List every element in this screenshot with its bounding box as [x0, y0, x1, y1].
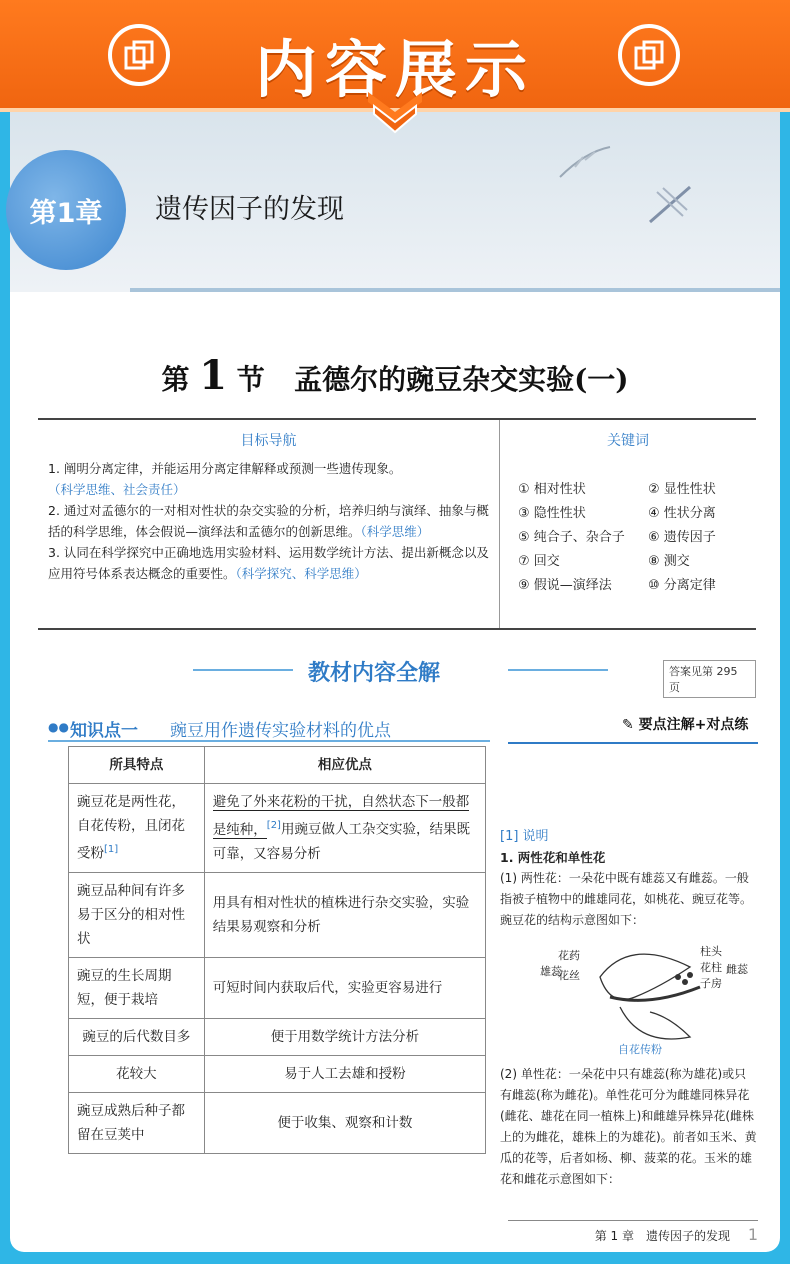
table-row — [69, 872, 486, 957]
keyword: ④ 性状分离 — [648, 506, 716, 521]
diagram-label: 子房 — [700, 977, 722, 990]
table-row — [69, 1055, 486, 1092]
pea-flower-diagram — [540, 937, 748, 1057]
goal-box — [38, 418, 756, 630]
goals-panel — [38, 420, 500, 628]
table-cell: 便于收集、观察和计数 — [204, 1092, 485, 1153]
banner-title: 内容展示 — [254, 33, 535, 106]
chapter-band — [10, 112, 780, 292]
diagram-label: 花丝 — [558, 969, 580, 982]
table-cell: 豌豆成熟后种子都留在豆荚中 — [69, 1092, 205, 1153]
table-cell: 豌豆的生长周期短，便于栽培 — [69, 957, 205, 1018]
feather-icon — [555, 142, 615, 182]
table-cell: 易于人工去雄和授粉 — [204, 1055, 485, 1092]
keyword: ⑥ 遗传因子 — [648, 530, 716, 545]
keyword: ① 相对性状 — [518, 482, 586, 497]
knowledge-point-label: 知识点一 — [70, 721, 138, 741]
diagram-label: 雌蕊 — [726, 963, 748, 976]
table-header: 相应优点 — [204, 747, 485, 784]
table-header-row — [69, 747, 486, 784]
keyword: ⑨ 假说—演绎法 — [518, 578, 612, 593]
knowledge-point-topic: 豌豆用作遗传实验材料的优点 — [170, 721, 391, 741]
content-heading — [38, 652, 756, 694]
pen-icon: ✎ — [622, 717, 634, 733]
side-notes — [500, 826, 758, 1190]
table-header: 所具特点 — [69, 747, 205, 784]
table-cell: 便于用数学统计方法分析 — [204, 1018, 485, 1055]
table-cell: 避免了外来花粉的干扰，自然状态下一般都是纯种，[2]用豌豆做人工杂交实验，结果既可靠，又容易分析 — [204, 784, 485, 873]
goals-heading: 目标导航 — [240, 433, 297, 449]
features-table — [68, 746, 486, 1154]
section-title — [10, 352, 780, 399]
copy-icon — [618, 24, 680, 86]
keyword: ⑦ 回交 — [518, 554, 560, 569]
section-suffix: 节 — [236, 363, 265, 396]
water-drops-icon: ●● — [48, 720, 69, 734]
table-row — [69, 1018, 486, 1055]
table-cell: 豌豆花是两性花，自花传粉，且闭花受粉[1] — [69, 784, 205, 873]
chevron-down-icon — [368, 92, 422, 138]
list-item: 3. 认同在科学探究中正确地选用实验材料、运用数学统计方法、提出新概念以及应用符号体系表达概念的重要性。（科学探究、科学思维） — [48, 545, 489, 581]
footer-chapter: 第 1 章 遗传因子的发现 — [594, 1229, 730, 1243]
divider — [508, 669, 608, 671]
note-tag: [1] 说明 — [500, 829, 549, 844]
keywords-grid — [518, 478, 756, 593]
table-cell: 花较大 — [69, 1055, 205, 1092]
list-item: 2. 通过对孟德尔的一对相对性状的杂交实验的分析，培养归纳与演绎、抽象与概括的科学思维，体会假说—演绎法和孟德尔的创新思维。（科学思维） — [48, 503, 489, 539]
diagram-label: 花柱 — [700, 961, 722, 974]
section-prefix: 第 — [161, 363, 190, 396]
knowledge-point-heading — [48, 714, 490, 742]
divider — [508, 742, 758, 744]
chapter-title: 遗传因子的发现 — [155, 194, 344, 225]
table-cell: 豌豆品种间有许多易于区分的相对性状 — [69, 872, 205, 957]
table-row — [69, 957, 486, 1018]
table-row — [69, 784, 486, 873]
table-cell: 用具有相对性状的植株进行杂交实验，实验结果易观察和分析 — [204, 872, 485, 957]
page-number: 1 — [747, 1225, 758, 1244]
divider — [193, 669, 293, 671]
divider — [130, 288, 780, 292]
table-row — [69, 1092, 486, 1153]
diagram-label: 雄蕊 — [540, 965, 562, 978]
goals-list — [48, 458, 489, 584]
diagram-label: 柱头 — [700, 945, 722, 958]
page-footer — [508, 1220, 758, 1244]
keyword: ② 显性性状 — [648, 482, 716, 497]
notes-heading: ✎ 要点注解+对点练 — [622, 717, 749, 733]
content-title: 教材内容全解 — [308, 661, 441, 686]
table-cell: 豌豆的后代数目多 — [69, 1018, 205, 1055]
table-cell: 可短时间内获取后代，实验更容易进行 — [204, 957, 485, 1018]
keyword: ③ 隐性性状 — [518, 506, 586, 521]
keywords-panel — [500, 420, 756, 628]
section-name: 孟德尔的豌豆杂交实验(一) — [294, 363, 629, 396]
section-number: 1 — [199, 352, 228, 399]
chapter-badge: 第1章 — [6, 150, 126, 270]
list-item: 1. 阐明分离定律，并能运用分离定律解释或预测一些遗传现象。 （科学思维、社会责任） — [48, 461, 402, 497]
diagram-caption: 自花传粉 — [618, 1043, 662, 1056]
note-subtitle: 1. 两性花和单性花 — [500, 850, 606, 865]
note-paragraph: (2) 单性花：一朵花中只有雄蕊(称为雄花)或只有雌蕊(称为雌花)。单性花可分为雌雄同株异花(雌花、雄花在同一植株上)和雌雄异株异花(雌株上的为雌花，雄株上的为雄花)。前者如玉米、黄瓜的花等，后者如杨、柳、菠菜的花。玉米的雄花和雌花示意图如下： — [500, 1067, 757, 1186]
keyword: ⑧ 测交 — [648, 554, 690, 569]
keywords-heading: 关键词 — [607, 433, 649, 449]
page — [10, 112, 780, 1252]
note-paragraph: (1) 两性花：一朵花中既有雄蕊又有雌蕊。一般指被子植物中的雌雄同花，如桃花、豌豆花等。豌豆花的结构示意图如下： — [500, 871, 753, 927]
keyword: ⑩ 分离定律 — [648, 578, 716, 593]
keyword: ⑤ 纯合子、杂合子 — [518, 530, 625, 545]
diagram-label: 花药 — [558, 949, 580, 962]
answer-reference: 答案见第 295 页 — [663, 660, 756, 698]
dragonfly-icon — [645, 182, 695, 226]
